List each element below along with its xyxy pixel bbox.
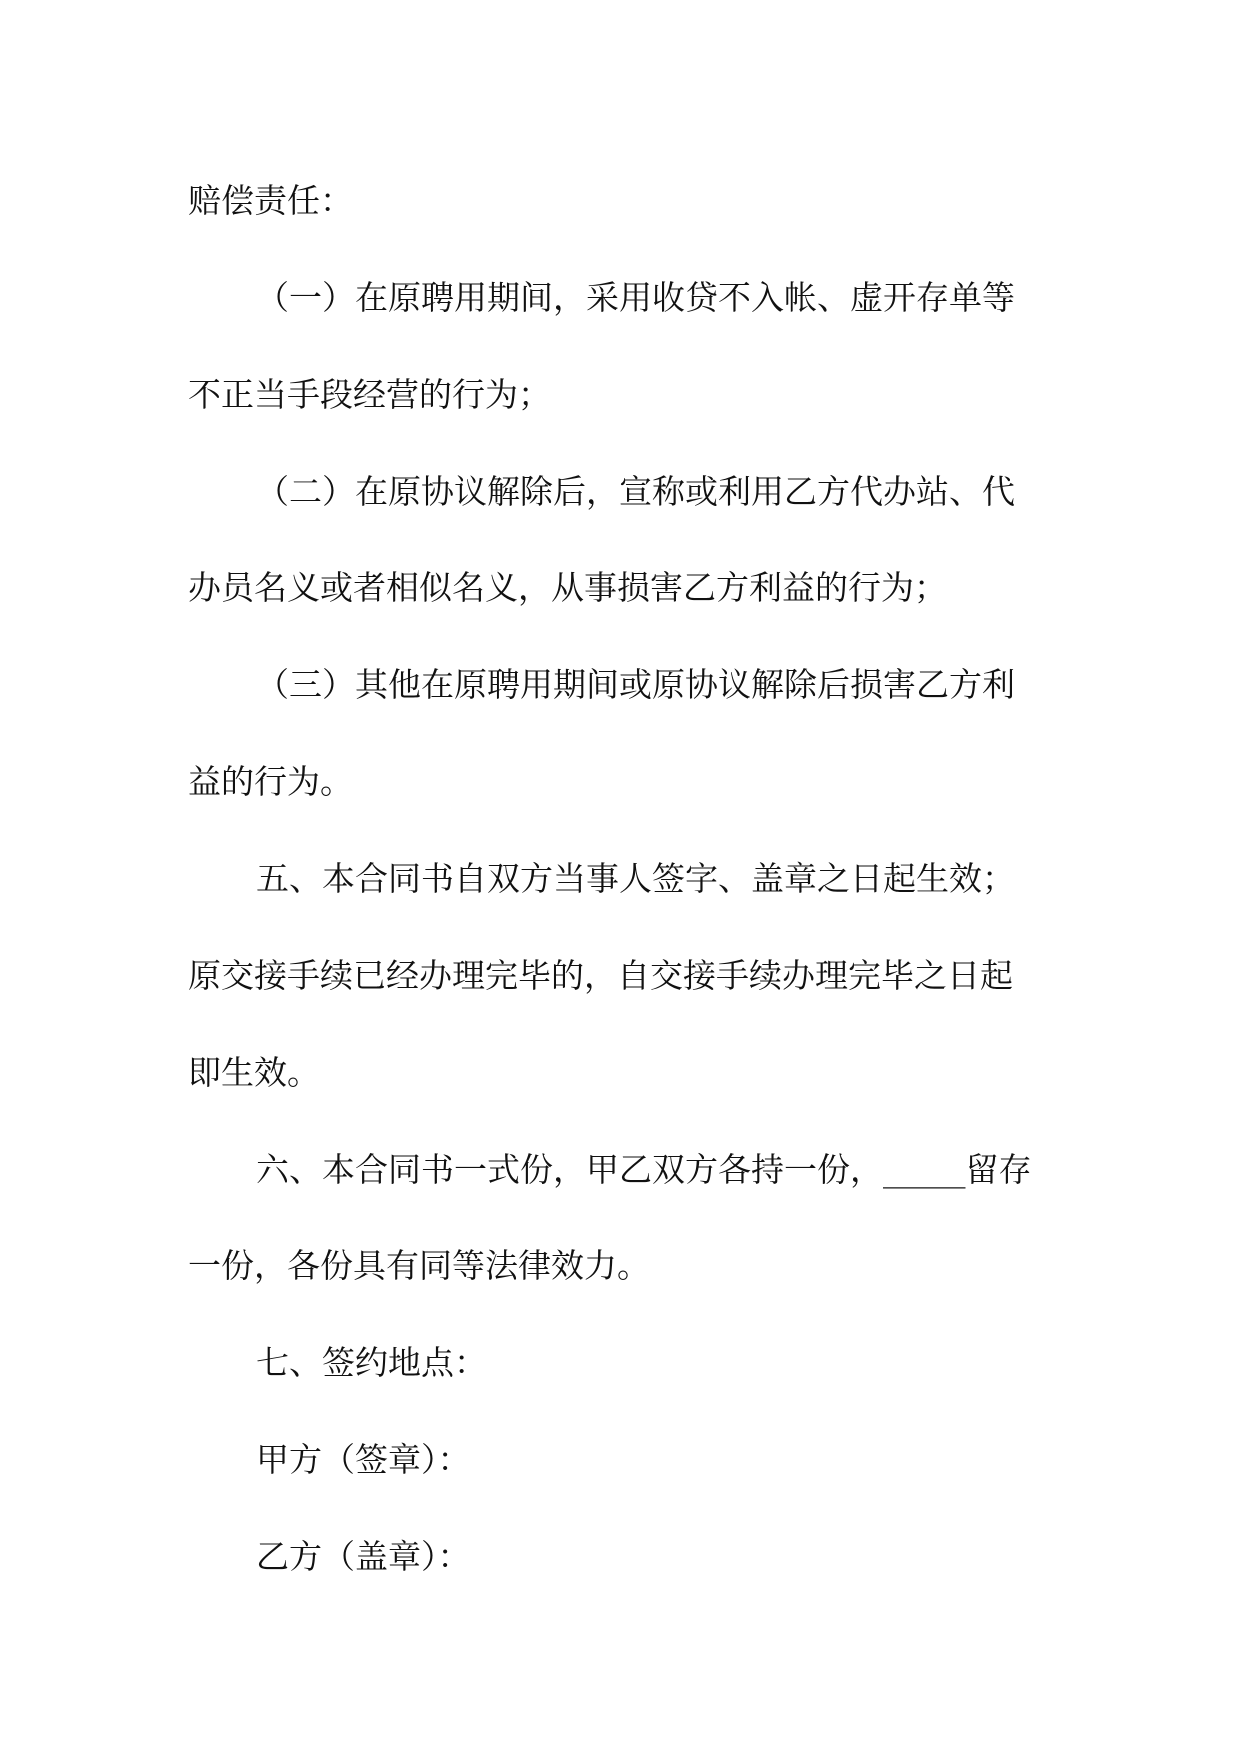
text-line: 办员名义或者相似名义，从事损害乙方利益的行为； (188, 568, 947, 607)
text-line: 五、本合同书自双方当事人签字、盖章之日起生效； (256, 859, 1015, 898)
text-line: （三）其他在原聘用期间或原协议解除后损害乙方利 (256, 665, 1015, 704)
text-line: 益的行为。 (188, 762, 353, 801)
text-line: （一）在原聘用期间，采用收贷不入帐、虚开存单等 (256, 278, 1015, 317)
text-line: 六、本合同书一式份，甲乙双方各持一份，_____留存 (256, 1150, 1032, 1189)
text-line: （二）在原协议解除后，宣称或利用乙方代办站、代 (256, 472, 1015, 511)
text-line: 一份，各份具有同等法律效力。 (188, 1246, 650, 1285)
text-line: 不正当手段经营的行为； (188, 375, 551, 414)
text-line: 甲方（签章）： (256, 1440, 471, 1479)
text-line: 即生效。 (188, 1053, 320, 1092)
text-line: 赔偿责任： (188, 181, 353, 220)
text-line: 乙方（盖章）： (256, 1537, 471, 1576)
text-line: 七、签约地点： (256, 1343, 487, 1382)
text-line: 原交接手续已经办理完毕的，自交接手续办理完毕之日起 (188, 956, 1013, 995)
